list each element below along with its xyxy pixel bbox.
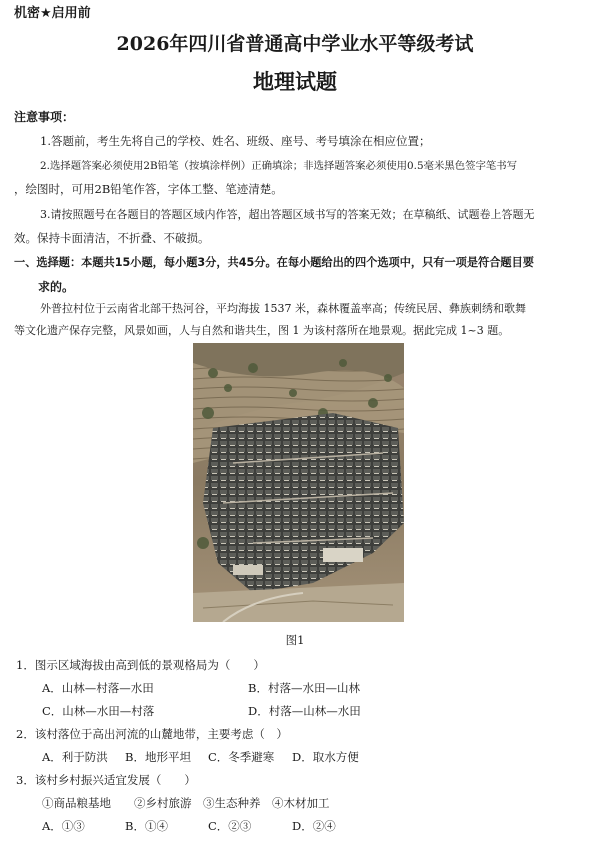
village-aerial-photo [193, 343, 404, 622]
section-heading: 一、选择题：本题共15小题，每小题3分，共45分。在每小题给出的四个选项中，只有一项是符合题目要 [14, 256, 534, 269]
question-1-option-b: B．村落—水田—山林 [248, 681, 360, 695]
confidential-label: 机密★启用前 [14, 6, 91, 21]
question-1-option-c: C．山林—水田—村落 [42, 704, 155, 718]
notice-item-2-cont: ，绘图时，可用2B铅笔作答，字体工整、笔迹清楚。 [14, 182, 283, 196]
notice-item-2: 2.选择题答案必须使用2B铅笔（按填涂样例）正确填涂；非选择题答案必须使用0.5毫米黑色签字笔书写 [40, 160, 518, 172]
figure-caption: 图1 [285, 633, 305, 647]
question-1-stem: 1．图示区域海拔由高到低的景观格局为（ ） [16, 658, 265, 672]
question-1-option-a: A．山林—村落—水田 [42, 681, 154, 695]
question-2-option-c: C．冬季避寒 [208, 750, 275, 764]
notice-item-1: 1.答题前，考生先将自己的学校、姓名、班级、座号、考号填涂在相应位置； [40, 134, 431, 148]
question-3-stem: 3．该村乡村振兴适宜发展（ ） [16, 773, 196, 787]
question-3-items: ①商品粮基地 ②乡村旅游 ③生态种养 ④木材加工 [42, 796, 330, 810]
passage-line-1: 外普拉村位于云南省北部干热河谷，平均海拔 1537 米，森林覆盖率高；传统民居、彝族刺绣和歌舞 [40, 302, 526, 315]
exam-subject: 地理试题 [253, 70, 337, 94]
notice-heading: 注意事项： [14, 110, 75, 124]
question-2-option-d: D．取水方便 [292, 750, 359, 764]
question-1-option-d: D．村落—山林—水田 [248, 704, 361, 718]
question-2-stem: 2．该村落位于高出河流的山麓地带，主要考虑（ ） [16, 727, 288, 741]
notice-item-3-cont: 效。保持卡面清洁，不折叠、不破损。 [14, 231, 210, 245]
passage-line-2: 等文化遗产保存完整，风景如画，人与自然和谐共生，图 1 为该村落所在地景观。据此完成 1~3 题。 [14, 324, 510, 337]
question-3-option-a: A．①③ [42, 819, 85, 833]
question-3-option-d: D．②④ [292, 819, 336, 833]
question-3-option-c: C．②③ [208, 819, 252, 833]
section-heading-cont: 求的。 [38, 280, 75, 294]
question-3-option-b: B．①④ [125, 819, 168, 833]
exam-title: 2026年四川省普通高中学业水平等级考试 [116, 33, 474, 55]
question-2-option-a: A．利于防洪 [42, 750, 108, 764]
question-2-option-b: B．地形平坦 [125, 750, 191, 764]
notice-item-3: 3.请按照题号在各题目的答题区域内作答，超出答题区域书写的答案无效；在草稿纸、试题卷上答题无 [40, 208, 535, 221]
